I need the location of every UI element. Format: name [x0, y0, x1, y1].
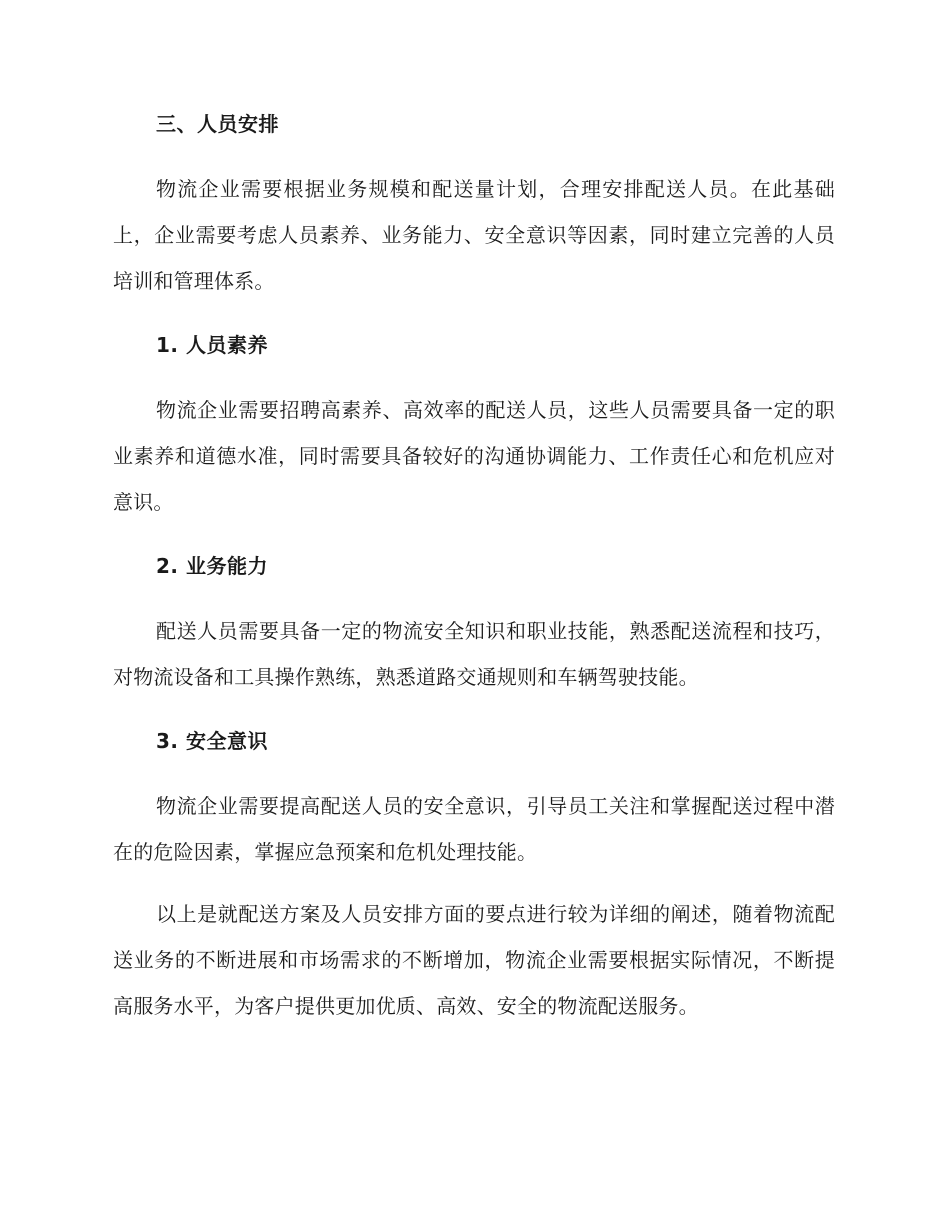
document-body — [113, 110, 835, 1029]
paragraph-safety-awareness: 物流企业需要提高配送人员的安全意识，引导员工关注和掌握配送过程中潜在的危险因素，掌握应急预案和危机处理技能。 — [113, 794, 835, 864]
subheading-business-capability: 2. 业务能力 — [156, 554, 268, 578]
section-intro-paragraph: 物流企业需要根据业务规模和配送量计划，合理安排配送人员。在此基础上，企业需要考虑人员素养、业务能力、安全意识等因素，同时建立完善的人员培训和管理体系。 — [113, 177, 835, 293]
subheading-safety-awareness: 3. 安全意识 — [156, 729, 268, 753]
conclusion-paragraph: 以上是就配送方案及人员安排方面的要点进行较为详细的阐述，随着物流配送业务的不断进展和市场需求的不断增加，物流企业需要根据实际情况，不断提高服务水平，为客户提供更加优质、高效、安全的物流配送服务。 — [113, 902, 835, 1018]
subheading-personnel-quality: 1. 人员素养 — [156, 333, 268, 357]
section-heading: 三、人员安排 — [156, 112, 279, 136]
paragraph-business-capability: 配送人员需要具备一定的物流安全知识和职业技能，熟悉配送流程和技巧，对物流设备和工具操作熟练，熟悉道路交通规则和车辆驾驶技能。 — [113, 619, 835, 689]
paragraph-personnel-quality: 物流企业需要招聘高素养、高效率的配送人员，这些人员需要具备一定的职业素养和道德水准，同时需要具备较好的沟通协调能力、工作责任心和危机应对意识。 — [113, 398, 835, 514]
